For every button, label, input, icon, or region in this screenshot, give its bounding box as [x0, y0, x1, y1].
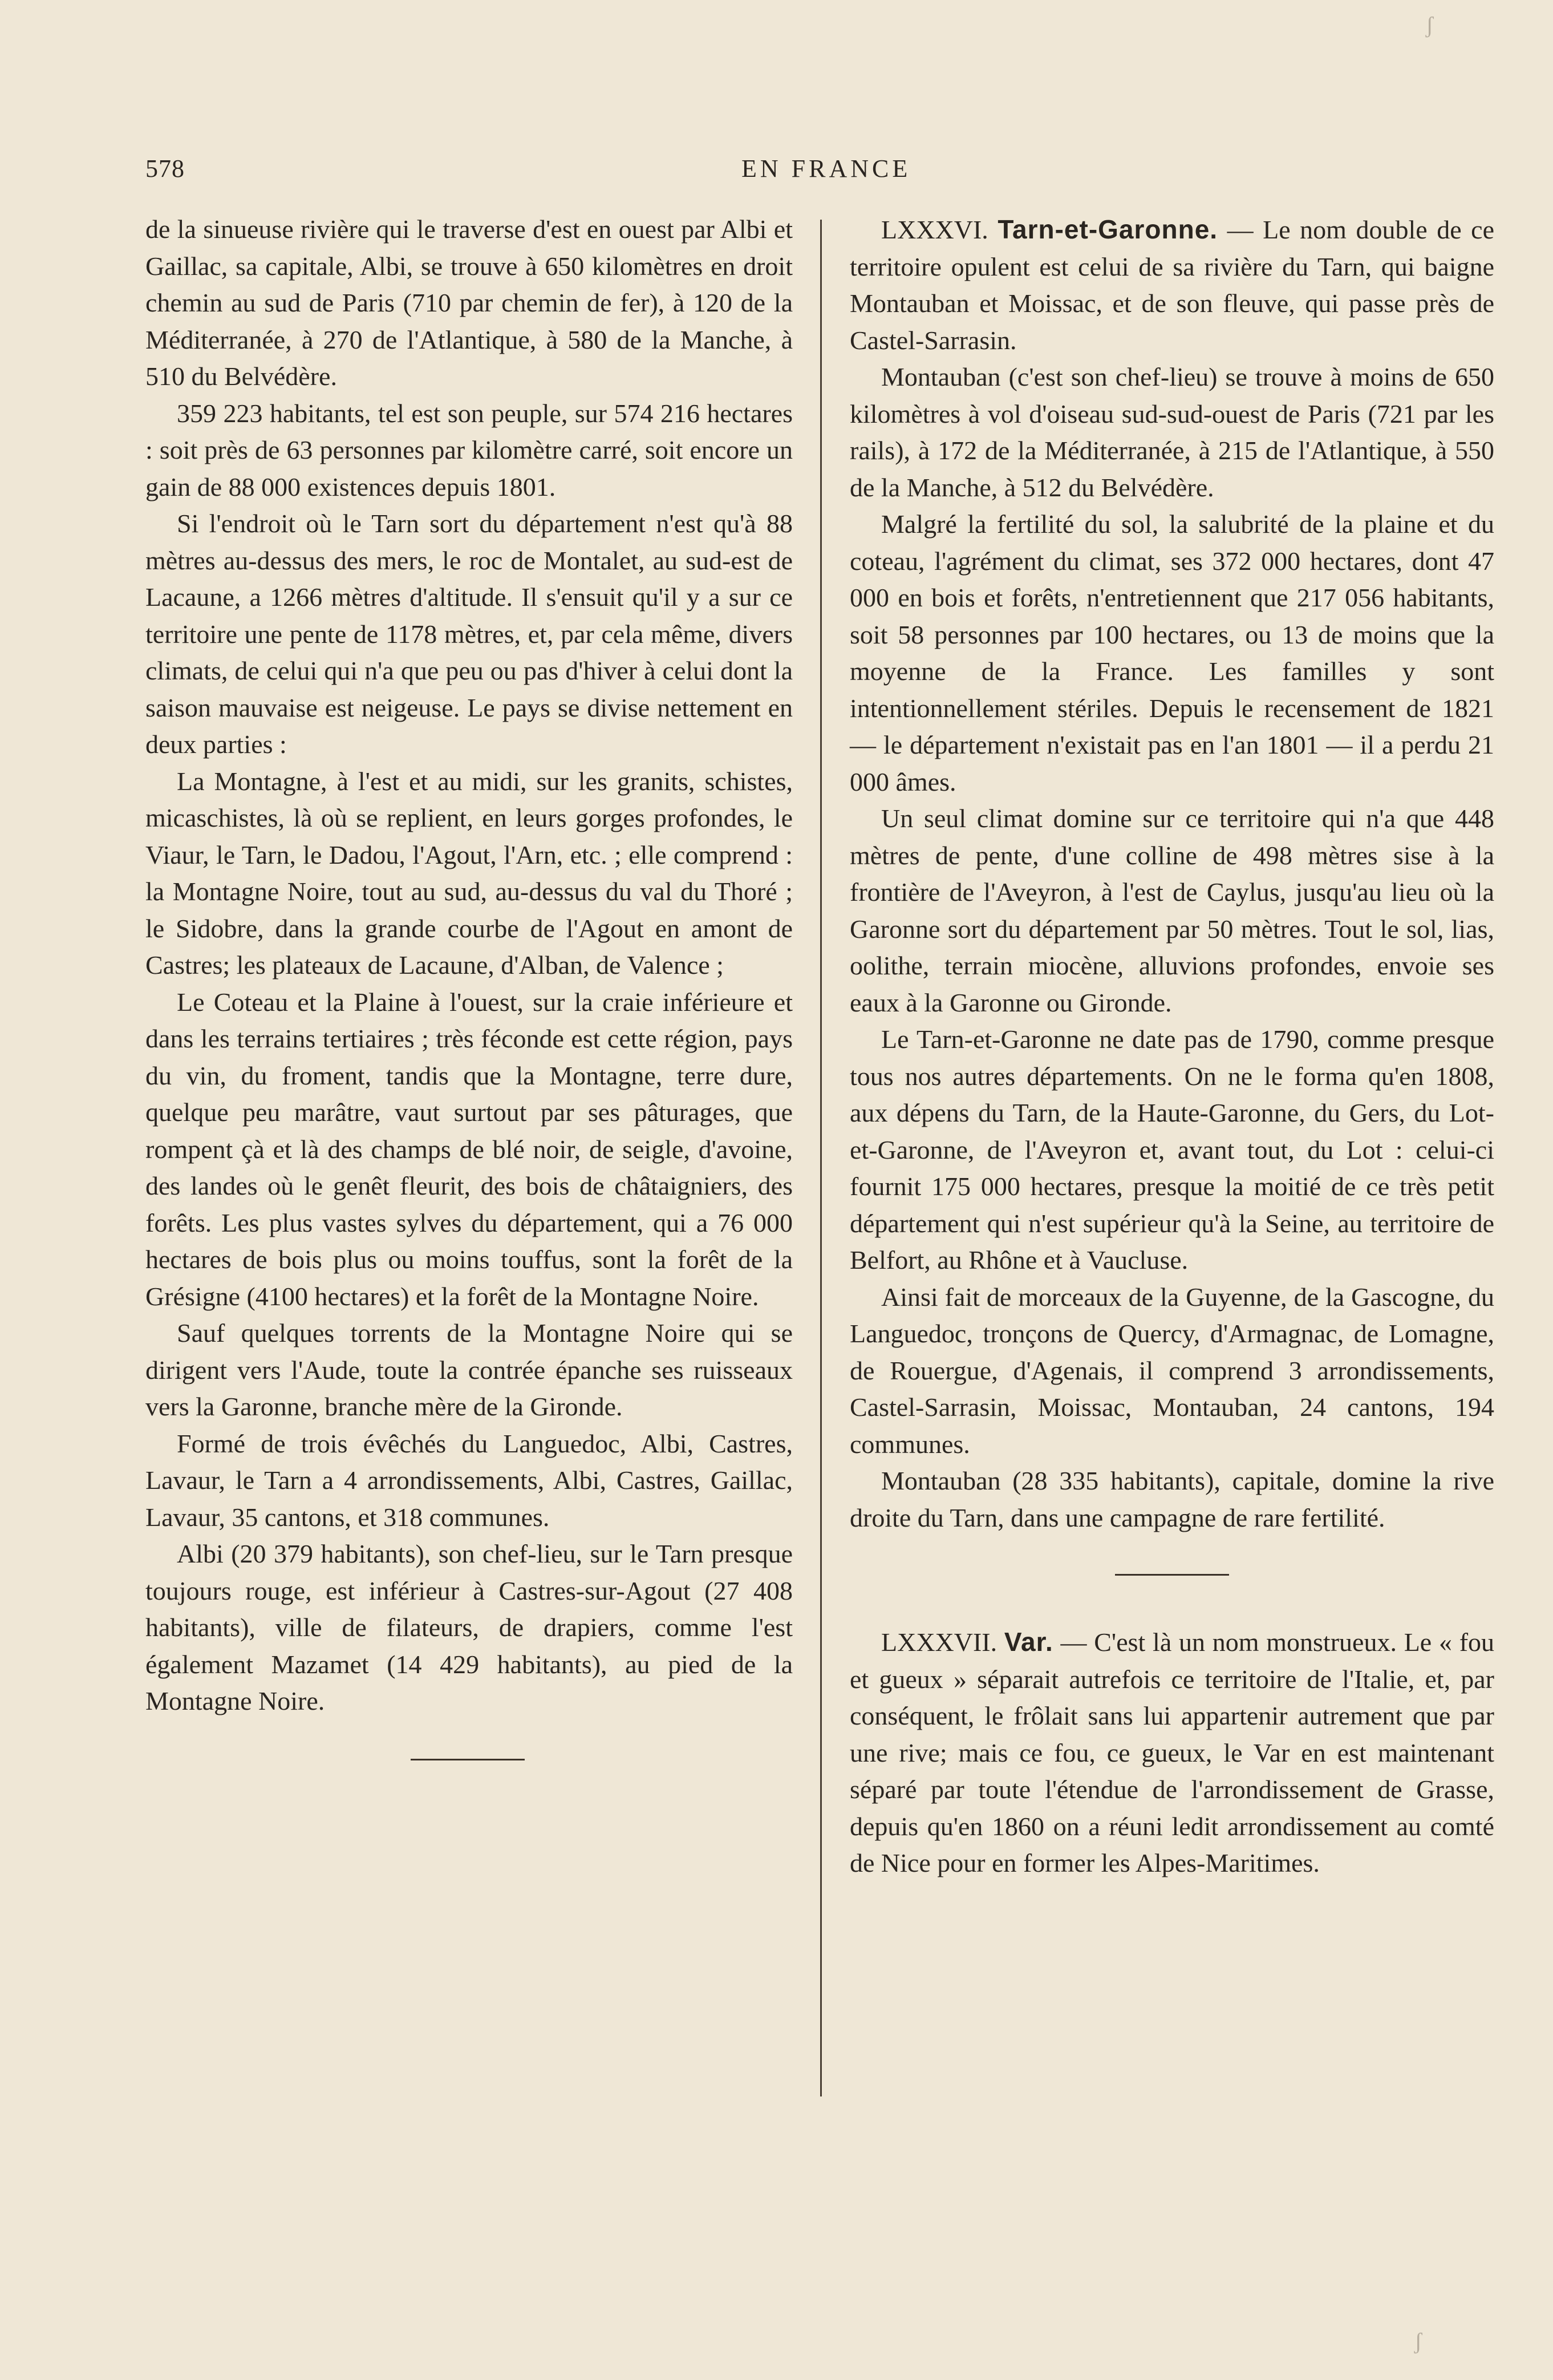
paragraph: Le Coteau et la Plaine à l'ouest, sur la craie inférieure et dans les terrains tertiaires ; très féconde est cette région, pays du vin, du froment, tandis que la Montagne, terre dure, quelque peu marâtre, vaut surtout par ses pâturages, que rompent çà et là des champs de blé noir, de seigle, d'avoine, des landes où le genêt fleurit, des bois de châtaigniers, des forêts. Les plus vastes sylves du département, qui a 76 000 hectares de bois plus ou moins touffus, sont la forêt de la Grésigne (4100 hectares) et la forêt de la Montagne Noire.: [145, 987, 793, 1311]
paragraph: Ainsi fait de morceaux de la Guyenne, de la Gascogne, du Languedoc, tronçons de Quercy, d'Armagnac, de Lomagne, de Rouergue, d'Agenais, il comprend 3 arrondissements, Castel-Sarrasin, Moissac, Montauban, 24 cantons, 194 communes.: [850, 1282, 1494, 1459]
paragraph: Malgré la fertilité du sol, la salubrité de la plaine et du coteau, l'agrément du climat, ses 372 000 hectares, dont 47 000 en bois et forêts, n'entretiennent que 217 056 habitants, soit 58 personnes par 100 hectares, ou 13 de moins que la moyenne de la France. Les familles y sont intentionnellement stériles. Depuis le recensement de 1821 — le département n'existait pas en l'an 1801 — il a perdu 21 000 âmes.: [850, 509, 1494, 796]
paragraph: Formé de trois évêchés du Languedoc, Albi, Castres, Lavaur, le Tarn a 4 arrondissements, Albi, Castres, Gaillac, Lavaur, 35 cantons, et 318 communes.: [145, 1428, 793, 1532]
paragraph: Sauf quelques torrents de la Montagne Noire qui se dirigent vers l'Aude, toute la contrée épanche ses ruisseaux vers la Garonne, branche mère de la Gironde.: [145, 1318, 793, 1421]
section-title: Var.: [1004, 1627, 1053, 1657]
page-number: 578: [145, 155, 185, 183]
paragraph: de la sinueuse rivière qui le traverse d'est en ouest par Albi et Gaillac, sa capitale, Albi, se trouve à 650 kilomètres en droit chemin au sud de Paris (710 par chemin de fer), à 120 de la Méditerranée, à 270 de l'Atlantique, à 580 de la Manche, à 510 du Belvédère.: [145, 214, 793, 391]
section-intro: — C'est là un nom monstrueux. Le « fou et gueux » séparait autrefois ce territoire de l'Italie, et, par conséquent, le frôlait sans lui appartenir autrement que par une rive; mais ce fou, ce gueux, le Var en est maintenant séparé par toute l'étendue de l'arrondissement de Grasse, depuis qu'en 1860 on a réuni ledit arrondissement au comté de Nice pour en former les Alpes-Maritimes.: [850, 1628, 1495, 1877]
page-mark: ʃ: [1414, 2328, 1422, 2354]
section-separator: [411, 1759, 525, 1760]
paragraph: Montauban (28 335 habitants), capitale, domine la rive droite du Tarn, dans une campagne de rare fertilité.: [850, 1466, 1494, 1532]
section-separator: [1115, 1574, 1229, 1576]
section-intro: — Le nom double de ce territoire opulent est celui de sa rivière du Tarn, qui baigne Montauban et Moissac, et de son fleuve, qui passe près de Castel-Sarrasin.: [850, 215, 1494, 355]
right-column: [850, 211, 1494, 1882]
section-heading-paragraph: [850, 211, 1494, 359]
section-heading-paragraph: [850, 1624, 1494, 1882]
paragraph: Montauban (c'est son chef-lieu) se trouve à moins de 650 kilomètres à vol d'oiseau sud-sud-ouest de Paris (721 par les rails), à 172 de la Méditerranée, à 215 de l'Atlantique, à 550 de la Manche, à 512 du Belvédère.: [850, 362, 1494, 502]
left-column: [145, 211, 793, 1760]
column-divider: [820, 220, 822, 2096]
paragraph: La Montagne, à l'est et au midi, sur les granits, schistes, micaschistes, là où se replient, en leurs gorges profondes, le Viaur, le Tarn, le Dadou, l'Agout, l'Arn, etc. ; elle comprend : la Montagne Noire, tout au sud, au-dessus du val du Thoré ; le Sidobre, dans la grande courbe de l'Agout en amont de Castres; les plateaux de Lacaune, d'Alban, de Valence ;: [145, 766, 793, 979]
section-numeral: LXXXVII.: [881, 1628, 998, 1657]
paragraph: 359 223 habitants, tel est son peuple, sur 574 216 hectares : soit près de 63 personnes par kilomètre carré, soit encore un gain de 88 000 existences depuis 1801.: [145, 398, 793, 501]
paragraph: Un seul climat domine sur ce territoire qui n'a que 448 mètres de pente, d'une colline de 498 mètres sise à la frontière de l'Aveyron, à l'est de Caylus, jusqu'au lieu où la Garonne sort du département par 50 mètres. Tout le sol, lias, oolithe, terrain miocène, alluvions profondes, envoie ses eaux à la Garonne ou Gironde.: [850, 804, 1494, 1017]
section-title: Tarn-et-Garonne.: [998, 214, 1218, 244]
paragraph: Albi (20 379 habitants), son chef-lieu, sur le Tarn presque toujours rouge, est inférieur à Castres-sur-Agout (27 408 habitants), ville de filateurs, de drapiers, comme l'est également Mazamet (14 429 habitants), au pied de la Montagne Noire.: [145, 1539, 793, 1715]
running-head: EN FRANCE: [741, 155, 911, 183]
paragraph: Si l'endroit où le Tarn sort du département n'est qu'à 88 mètres au-dessus des mers, le roc de Montalet, au sud-est de Lacaune, a 1266 mètres d'altitude. Il s'ensuit qu'il y a sur ce territoire une pente de 1178 mètres, et, par cela même, divers climats, de celui qui n'a que peu ou pas d'hiver à celui dont la saison mauvaise est neigeuse. Le pays se divise nettement en deux parties :: [145, 509, 793, 759]
page-mark: ʃ: [1426, 12, 1434, 38]
section-numeral: LXXXVI.: [881, 215, 988, 244]
paragraph: Le Tarn-et-Garonne ne date pas de 1790, comme presque tous nos autres départements. On ne le forma qu'en 1808, aux dépens du Tarn, de la Haute-Garonne, du Gers, du Lot-et-Garonne, de l'Aveyron et, avant tout, du Lot : celui-ci fournit 175 000 hectares, presque la moitié de ce très petit département qui n'est supérieur qu'à la Seine, au territoire de Belfort, au Rhône et à Vaucluse.: [850, 1025, 1494, 1274]
